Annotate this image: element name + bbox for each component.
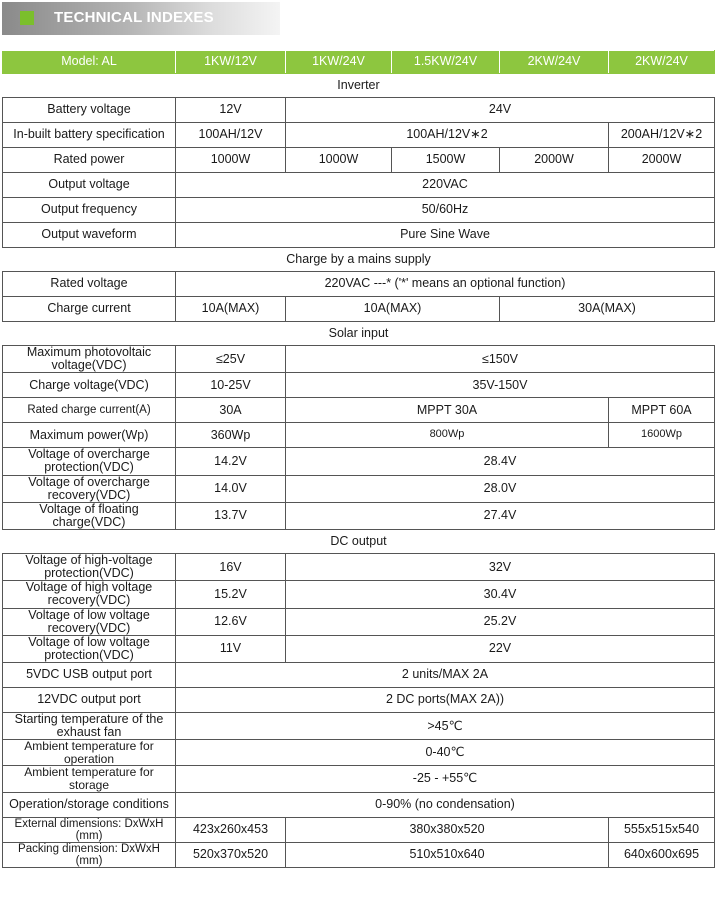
cell-value: 10A(MAX) <box>286 297 500 322</box>
table-row <box>3 297 715 322</box>
table-row <box>3 635 715 662</box>
cell-value: 25.2V <box>286 608 715 635</box>
table-row <box>3 842 715 867</box>
row-label: Voltage of high-voltage protection(VDC) <box>3 554 176 581</box>
cell-value: 30A(MAX) <box>500 297 715 322</box>
cell-value: 50/60Hz <box>176 198 715 223</box>
section-heading-inverter: Inverter <box>3 74 715 98</box>
row-label: 5VDC USB output port <box>3 663 176 688</box>
column-header: 2KW/24V <box>609 51 715 74</box>
cell-value: 1600Wp <box>609 423 715 448</box>
cell-value: 1000W <box>176 148 286 173</box>
section-heading-solar: Solar input <box>3 322 715 346</box>
cell-value: 0-90% (no condensation) <box>176 792 715 817</box>
table-row <box>3 554 715 581</box>
row-label: External dimensions: DxWxH (mm) <box>3 817 176 842</box>
cell-value: 2000W <box>500 148 609 173</box>
row-label: Voltage of floating charge(VDC) <box>3 502 176 529</box>
cell-value: 360Wp <box>176 423 286 448</box>
table-row <box>3 148 715 173</box>
table-row <box>3 398 715 423</box>
cell-value: 2000W <box>609 148 715 173</box>
row-label: Voltage of overcharge recovery(VDC) <box>3 475 176 502</box>
table-row <box>3 123 715 148</box>
row-label: Voltage of low voltage protection(VDC) <box>3 635 176 662</box>
column-header: Model: AL <box>3 51 176 74</box>
column-header: 2KW/24V <box>500 51 609 74</box>
table-row <box>3 423 715 448</box>
table-row <box>3 663 715 688</box>
cell-value: 510x510x640 <box>286 842 609 867</box>
section-row <box>3 248 715 272</box>
row-label: Operation/storage conditions <box>3 792 176 817</box>
technical-indexes-table <box>2 50 715 868</box>
row-label: Charge voltage(VDC) <box>3 373 176 398</box>
row-label: Starting temperature of the exhaust fan <box>3 713 176 740</box>
cell-value: 14.2V <box>176 448 286 475</box>
row-label: Maximum power(Wp) <box>3 423 176 448</box>
table-row <box>3 581 715 608</box>
cell-value: 12V <box>176 98 286 123</box>
row-label: Charge current <box>3 297 176 322</box>
column-header: 1KW/12V <box>176 51 286 74</box>
table-row <box>3 608 715 635</box>
cell-value: MPPT 30A <box>286 398 609 423</box>
row-label: Output frequency <box>3 198 176 223</box>
cell-value: 27.4V <box>286 502 715 529</box>
cell-value: 423x260x453 <box>176 817 286 842</box>
cell-value: 32V <box>286 554 715 581</box>
table-row <box>3 272 715 297</box>
cell-value: 555x515x540 <box>609 817 715 842</box>
cell-value: 35V-150V <box>286 373 715 398</box>
row-label: Rated voltage <box>3 272 176 297</box>
row-label: In-built battery specification <box>3 123 176 148</box>
table-row <box>3 475 715 502</box>
row-label: Voltage of high voltage recovery(VDC) <box>3 581 176 608</box>
table-row <box>3 346 715 373</box>
cell-value: -25 - +55℃ <box>176 766 715 792</box>
row-label: Rated charge current(A) <box>3 398 176 423</box>
cell-value: 100AH/12V∗2 <box>286 123 609 148</box>
cell-value: 10-25V <box>176 373 286 398</box>
table-row <box>3 448 715 475</box>
cell-value: 12.6V <box>176 608 286 635</box>
cell-value: 640x600x695 <box>609 842 715 867</box>
section-row <box>3 74 715 98</box>
cell-value: 30A <box>176 398 286 423</box>
table-row <box>3 198 715 223</box>
section-heading-mains: Charge by a mains supply <box>3 248 715 272</box>
cell-value: Pure Sine Wave <box>176 223 715 248</box>
table-row <box>3 740 715 766</box>
cell-value: 800Wp <box>286 423 609 448</box>
row-label: Packing dimension: DxWxH (mm) <box>3 842 176 867</box>
table-row <box>3 766 715 792</box>
row-label: Output voltage <box>3 173 176 198</box>
table-row <box>3 792 715 817</box>
cell-value: 1000W <box>286 148 392 173</box>
cell-value: 220VAC <box>176 173 715 198</box>
table-row <box>3 373 715 398</box>
column-header: 1.5KW/24V <box>392 51 500 74</box>
cell-value: 2 units/MAX 2A <box>176 663 715 688</box>
row-label: Voltage of overcharge protection(VDC) <box>3 448 176 475</box>
cell-value: MPPT 60A <box>609 398 715 423</box>
row-label: Ambient temperature for storage <box>3 766 176 792</box>
table-row <box>3 817 715 842</box>
table-row <box>3 223 715 248</box>
table-row <box>3 502 715 529</box>
cell-value: 16V <box>176 554 286 581</box>
cell-value: 1500W <box>392 148 500 173</box>
row-label: 12VDC output port <box>3 688 176 713</box>
row-label: Rated power <box>3 148 176 173</box>
cell-value: ≤25V <box>176 346 286 373</box>
table-row <box>3 173 715 198</box>
green-square-icon <box>20 11 34 25</box>
column-header: 1KW/24V <box>286 51 392 74</box>
cell-value: 11V <box>176 635 286 662</box>
cell-value: 13.7V <box>176 502 286 529</box>
row-label: Voltage of low voltage recovery(VDC) <box>3 608 176 635</box>
cell-value: ≤150V <box>286 346 715 373</box>
cell-value: 220VAC ---* ('*' means an optional function) <box>176 272 715 297</box>
cell-value: 100AH/12V <box>176 123 286 148</box>
row-label: Output waveform <box>3 223 176 248</box>
cell-value: 30.4V <box>286 581 715 608</box>
section-title: TECHNICAL INDEXES <box>54 9 214 26</box>
cell-value: 10A(MAX) <box>176 297 286 322</box>
cell-value: 520x370x520 <box>176 842 286 867</box>
cell-value: 28.4V <box>286 448 715 475</box>
cell-value: >45℃ <box>176 713 715 740</box>
cell-value: 0-40℃ <box>176 740 715 766</box>
table-row <box>3 713 715 740</box>
section-heading-dc: DC output <box>3 530 715 554</box>
table-row <box>3 98 715 123</box>
row-label: Maximum photovoltaic voltage(VDC) <box>3 346 176 373</box>
cell-value: 14.0V <box>176 475 286 502</box>
cell-value: 28.0V <box>286 475 715 502</box>
cell-value: 24V <box>286 98 715 123</box>
section-row <box>3 530 715 554</box>
cell-value: 2 DC ports(MAX 2A)) <box>176 688 715 713</box>
section-title-bar <box>2 2 280 35</box>
cell-value: 22V <box>286 635 715 662</box>
cell-value: 380x380x520 <box>286 817 609 842</box>
cell-value: 15.2V <box>176 581 286 608</box>
row-label: Ambient temperature for operation <box>3 740 176 766</box>
table-row <box>3 688 715 713</box>
cell-value: 200AH/12V∗2 <box>609 123 715 148</box>
table-header-row <box>3 51 715 74</box>
row-label: Battery voltage <box>3 98 176 123</box>
section-row <box>3 322 715 346</box>
